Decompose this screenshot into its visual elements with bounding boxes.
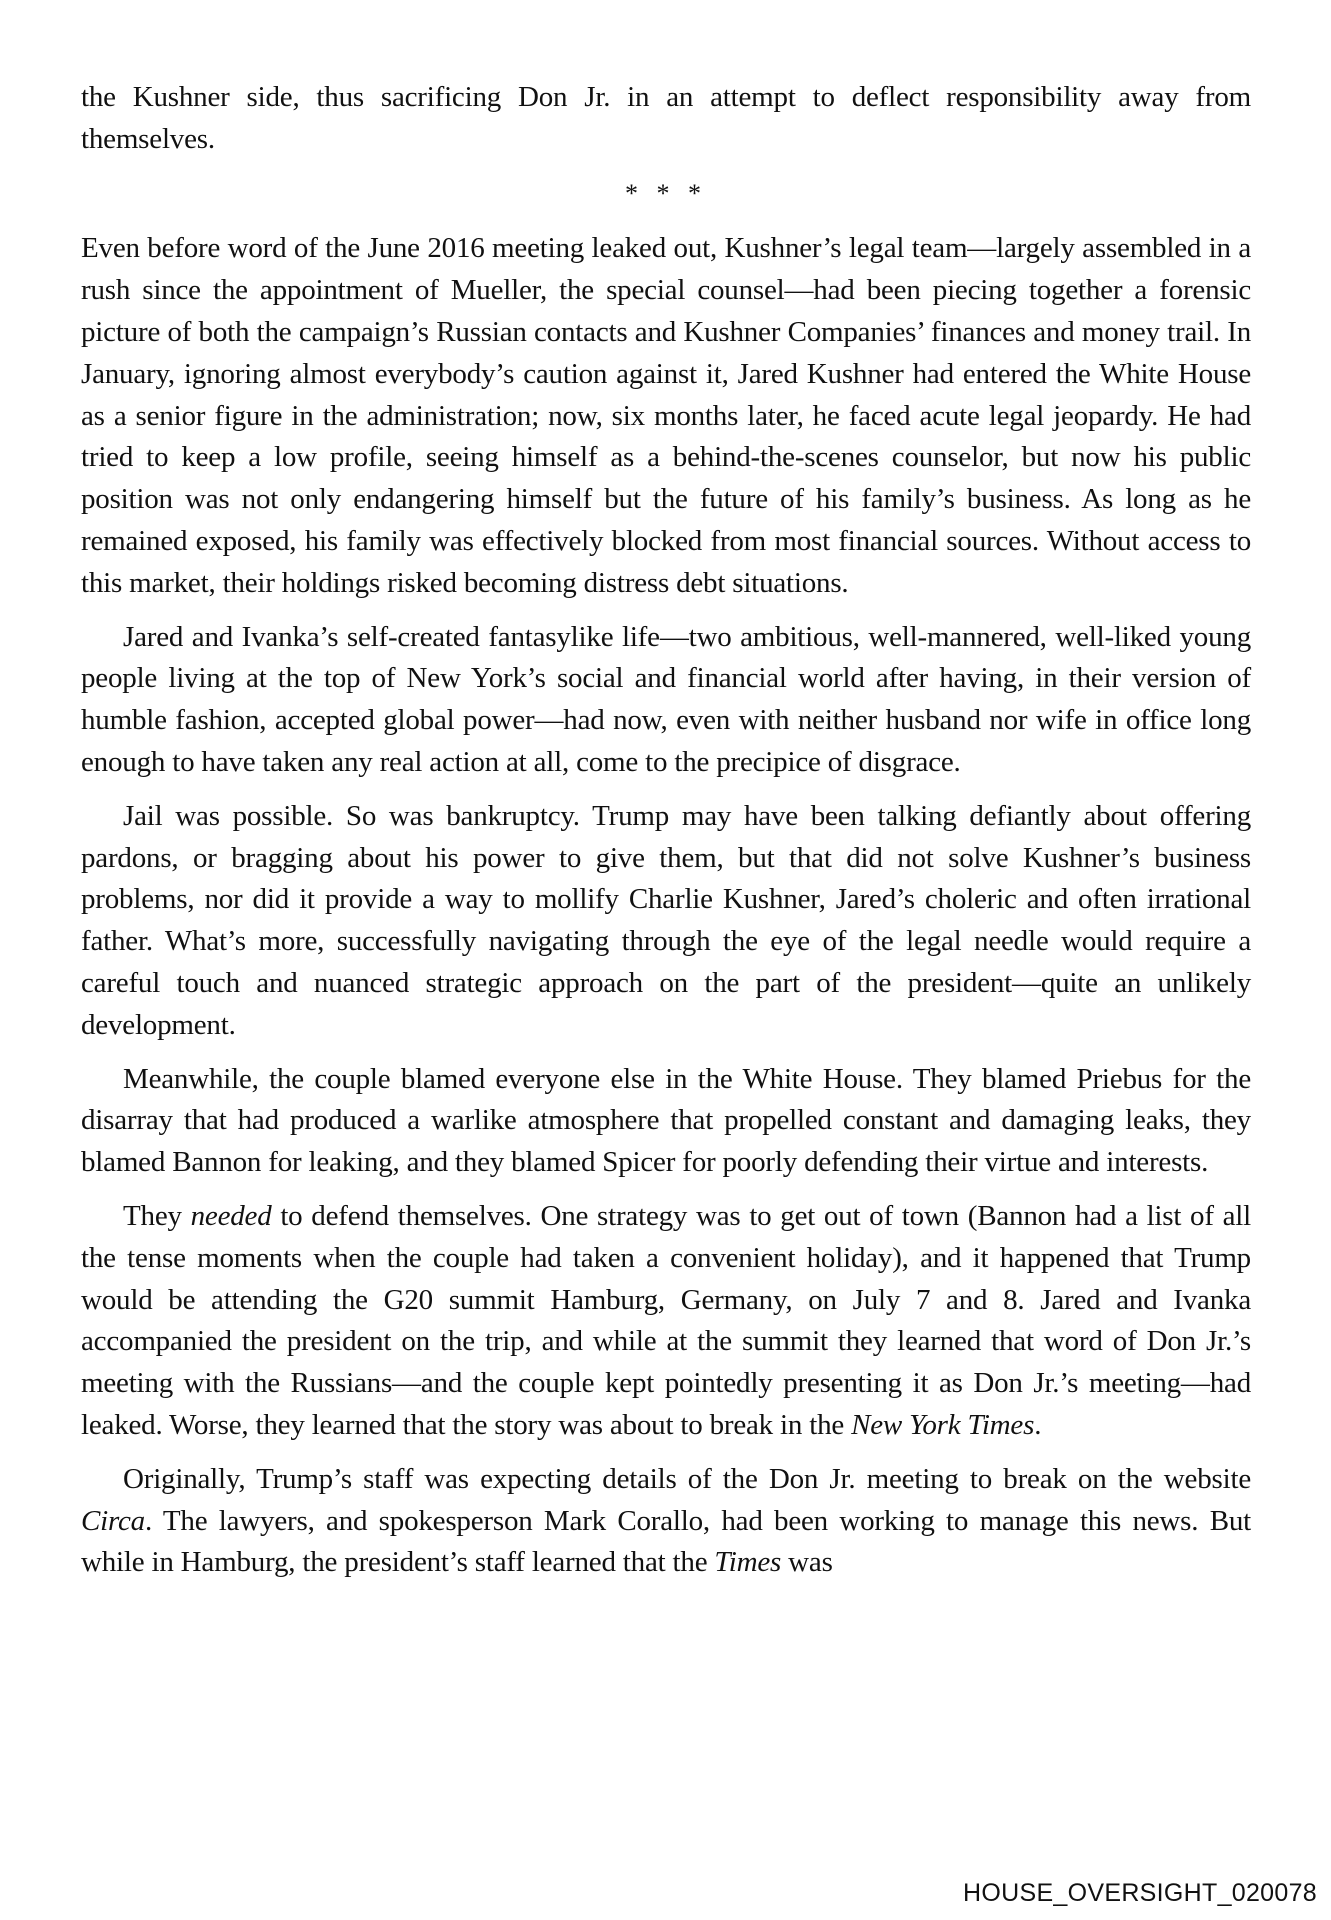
text-segment: Jared and Ivanka’s self-created fantasylike life—two ambitious, well-mannered, well-liked young people living at the top of New York’s social and financial world after having, in their version of humble fashion, accepted global power—had now, even with neither husband nor wife in office long enough to have taken any real action at all, come to the precipice of disgrace. <box>81 620 1251 778</box>
paragraph-continuation <box>81 77 1251 161</box>
text-segment: Meanwhile, the couple blamed everyone else in the White House. They blamed Priebus for the disarray that had produced a warlike atmosphere that propelled constant and damaging leaks, they blamed Bannon for leaking, and they blamed Spicer for poorly defending their virtue and interests. <box>81 1062 1251 1179</box>
paragraph-needed-to-defend <box>81 1196 1251 1447</box>
italic-publication-name: Times <box>714 1546 782 1579</box>
text-segment: was <box>781 1546 833 1579</box>
paragraph-fantasylike-life <box>81 617 1251 784</box>
text-segment: Even before word of the June 2016 meeting leaked out, Kushner’s legal team—largely assembled in a rush since the appointment of Mueller, the special counsel—had been piecing together a forensic picture of both the campaign’s Russian contacts and Kushner Companies’ finances and money trail. In January, ignoring almost everybody’s caution against it, Jared Kushner had entered the White House as a senior figure in the administration; now, six months later, he faced acute legal jeopardy. He had tried to keep a low profile, seeing himself as a behind-the-scenes counselor, but now his public position was not only endangering himself but the future of his family’s business. As long as he remained exposed, his family was effectively blocked from most financial sources. Without access to this market, their holdings risked becoming distress debt situations. <box>81 232 1251 599</box>
text-segment: . The lawyers, and spokesperson Mark Corallo, had been working to manage this news. But while in Hamburg, the president’s staff learned that the <box>81 1504 1251 1579</box>
italic-publication-name: Circa <box>81 1504 145 1537</box>
document-body <box>81 77 1251 1596</box>
italic-segment: needed <box>190 1199 272 1232</box>
paragraph-legal-team <box>81 228 1251 604</box>
italic-publication-name: New York Times <box>851 1408 1035 1441</box>
text-segment: They <box>123 1199 191 1232</box>
bates-number: HOUSE_OVERSIGHT_020078 <box>963 1879 1317 1907</box>
text-segment: Jail was possible. So was bankruptcy. Trump may have been talking defiantly about offering pardons, or bragging about his power to give them, but that did not solve Kushner’s business problems, nor did it provide a way to mollify Charlie Kushner, Jared’s choleric and often irrational father. What’s more, successfully navigating through the eye of the legal needle would require a careful touch and nuanced strategic approach on the part of the president—quite an unlikely development. <box>81 799 1251 1041</box>
text-segment: to defend themselves. One strategy was to get out of town (Bannon had a list of all the tense moments when the couple had taken a convenient holiday), and it happened that Trump would be attending the G20 summit Hamburg, Germany, on July 7 and 8. Jared and Ivanka accompanied the president on the trip, and while at the summit they learned that word of Don Jr.’s meeting with the Russians—and the couple kept pointedly presenting it as Don Jr.’s meeting—had leaked. Worse, they learned that the story was about to break in the <box>81 1199 1251 1441</box>
text-segment: Originally, Trump’s staff was expecting details of the Don Jr. meeting to break on the website <box>123 1462 1251 1495</box>
text-segment: . <box>1034 1408 1042 1441</box>
text-segment: the Kushner side, thus sacrificing Don Jr. in an attempt to deflect responsibility away from themselves. <box>81 81 1251 155</box>
paragraph-originally <box>81 1459 1251 1584</box>
paragraph-jail-possible <box>81 796 1251 1047</box>
section-break-asterisks: * * * <box>625 178 707 208</box>
section-break <box>81 173 1251 215</box>
paragraph-blamed-everyone <box>81 1059 1251 1184</box>
